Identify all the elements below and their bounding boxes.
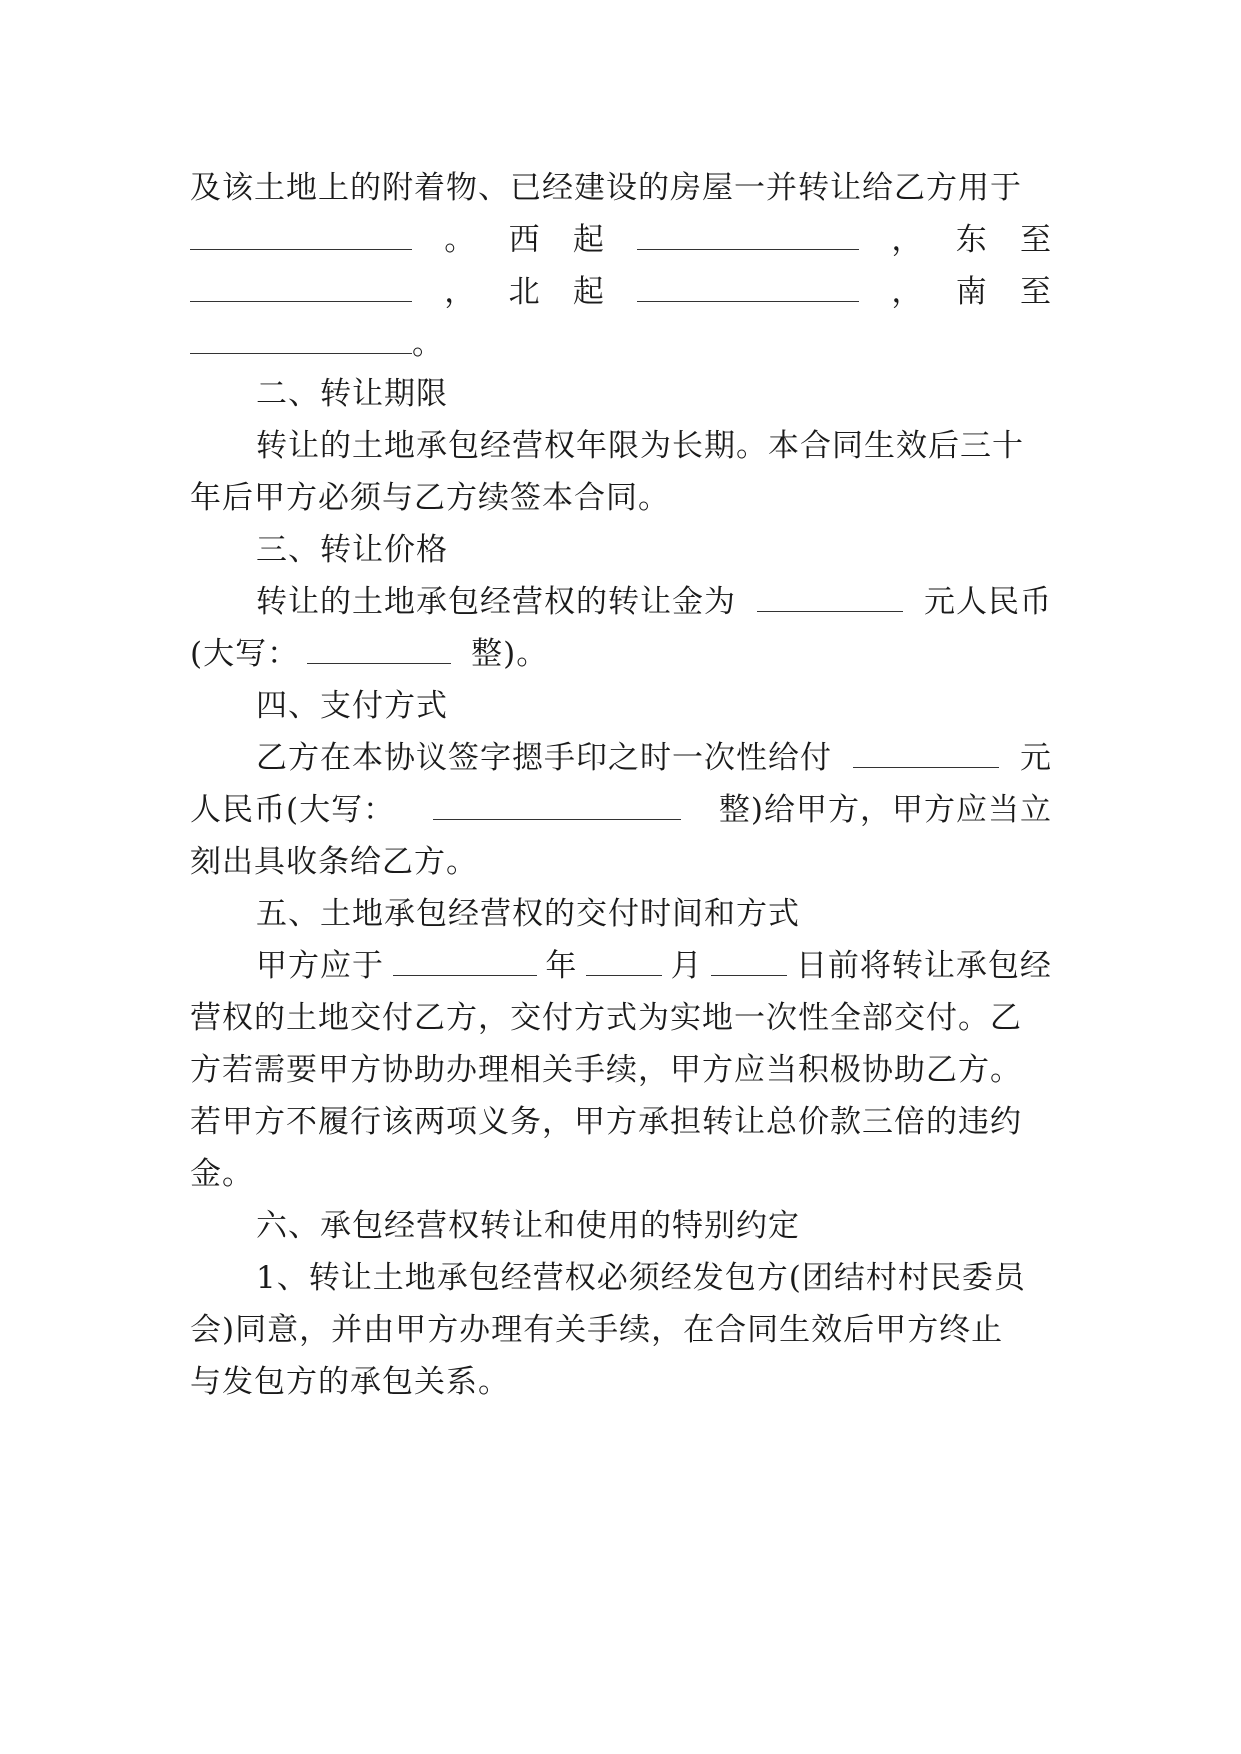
paragraph-text: 金。 <box>190 1156 254 1192</box>
fill-blank[interactable] <box>190 327 412 354</box>
heading-text: 五、土地承包经营权的交付时间和方式 <box>256 896 800 932</box>
text-line <box>190 1102 1052 1142</box>
text-line <box>190 998 1052 1038</box>
text-line <box>256 946 1052 986</box>
paragraph-text: 营权的土地交付乙方，交付方式为实地一次性全部交付。乙 <box>190 1000 1022 1036</box>
direction-char: 南 <box>955 274 988 310</box>
fill-blank[interactable] <box>190 223 412 250</box>
paragraph-text: 元人民币 <box>924 584 1052 620</box>
fill-blank[interactable] <box>433 793 681 820</box>
heading-text: 六、承包经营权转让和使用的特别约定 <box>256 1208 800 1244</box>
paragraph-text: 及该土地上的附着物、已经建设的房屋一并转让给乙方用于 <box>190 170 1022 206</box>
section-heading <box>256 686 1052 726</box>
heading-text: 二、转让期限 <box>256 376 448 412</box>
section-heading <box>256 530 1052 570</box>
text-line <box>256 1258 1052 1298</box>
section-heading <box>256 1206 1052 1246</box>
paragraph-text: 整)给甲方，甲方应当立 <box>718 792 1052 828</box>
direction-char: 起 <box>572 274 605 310</box>
paragraph-text: 会)同意，并由甲方办理有关手续，在合同生效后甲方终止 <box>190 1312 1004 1348</box>
heading-text: 三、转让价格 <box>256 532 448 568</box>
direction-char: 至 <box>1019 274 1052 310</box>
paragraph-text: 整)。 <box>471 636 549 672</box>
fill-blank[interactable] <box>393 949 537 976</box>
paragraph-text: 与发包方的承包关系。 <box>190 1364 510 1400</box>
paragraph-text: 人民币(大写： <box>190 792 396 828</box>
paragraph-text: 1、转让土地承包经营权必须经发包方(团结村村民委员 <box>256 1260 1026 1296</box>
fill-blank[interactable] <box>853 741 999 768</box>
text-line <box>190 1050 1052 1090</box>
fill-blank[interactable] <box>637 223 859 250</box>
paragraph-text: 刻出具收条给乙方。 <box>190 844 478 880</box>
text-line <box>190 1310 1052 1350</box>
fill-blank[interactable] <box>307 637 451 664</box>
direction-char: 北 <box>508 274 541 310</box>
punctuation: 。 <box>412 326 444 362</box>
punctuation: ， <box>891 222 924 258</box>
paragraph-text: 月 <box>670 948 703 984</box>
text-line <box>190 478 1052 518</box>
fill-blank[interactable] <box>711 949 787 976</box>
text-line <box>190 324 1052 364</box>
paragraph-text: 日前将转让承包经 <box>795 948 1052 984</box>
paragraph-text: 转让的土地承包经营权年限为长期。本合同生效后三十 <box>256 428 1024 464</box>
paragraph-text: 元 <box>1020 740 1052 776</box>
text-line <box>190 168 1052 208</box>
text-line <box>190 790 1052 830</box>
text-line <box>256 426 1052 466</box>
text-line <box>190 634 1052 674</box>
paragraph-text: (大写： <box>190 636 300 672</box>
text-line <box>256 738 1052 778</box>
paragraph-text: 方若需要甲方协助办理相关手续，甲方应当积极协助乙方。 <box>190 1052 1022 1088</box>
paragraph-text: 甲方应于 <box>256 948 384 984</box>
text-line <box>190 842 1052 882</box>
direction-char: 起 <box>572 222 605 258</box>
paragraph-text: 乙方在本协议签字摁手印之时一次性给付 <box>256 740 832 776</box>
punctuation: ， <box>444 274 477 310</box>
direction-char: 至 <box>1019 222 1052 258</box>
fill-blank[interactable] <box>637 275 859 302</box>
section-heading <box>256 894 1052 934</box>
fill-blank[interactable] <box>757 585 903 612</box>
text-line-boundaries <box>190 220 1052 260</box>
heading-text: 四、支付方式 <box>256 688 448 724</box>
text-line <box>190 1362 1052 1402</box>
paragraph-text: 若甲方不履行该两项义务，甲方承担转让总价款三倍的违约 <box>190 1104 1022 1140</box>
text-line <box>256 582 1052 622</box>
text-line <box>190 1154 1052 1194</box>
direction-char: 东 <box>955 222 988 258</box>
paragraph-text: 年后甲方必须与乙方续签本合同。 <box>190 480 670 516</box>
section-heading <box>256 374 1052 414</box>
punctuation: ， <box>891 274 924 310</box>
punctuation: 。 <box>444 222 477 258</box>
text-line-boundaries <box>190 272 1052 312</box>
direction-char: 西 <box>508 222 541 258</box>
paragraph-text: 转让的土地承包经营权的转让金为 <box>256 584 736 620</box>
fill-blank[interactable] <box>586 949 662 976</box>
paragraph-text: 年 <box>545 948 578 984</box>
fill-blank[interactable] <box>190 275 412 302</box>
